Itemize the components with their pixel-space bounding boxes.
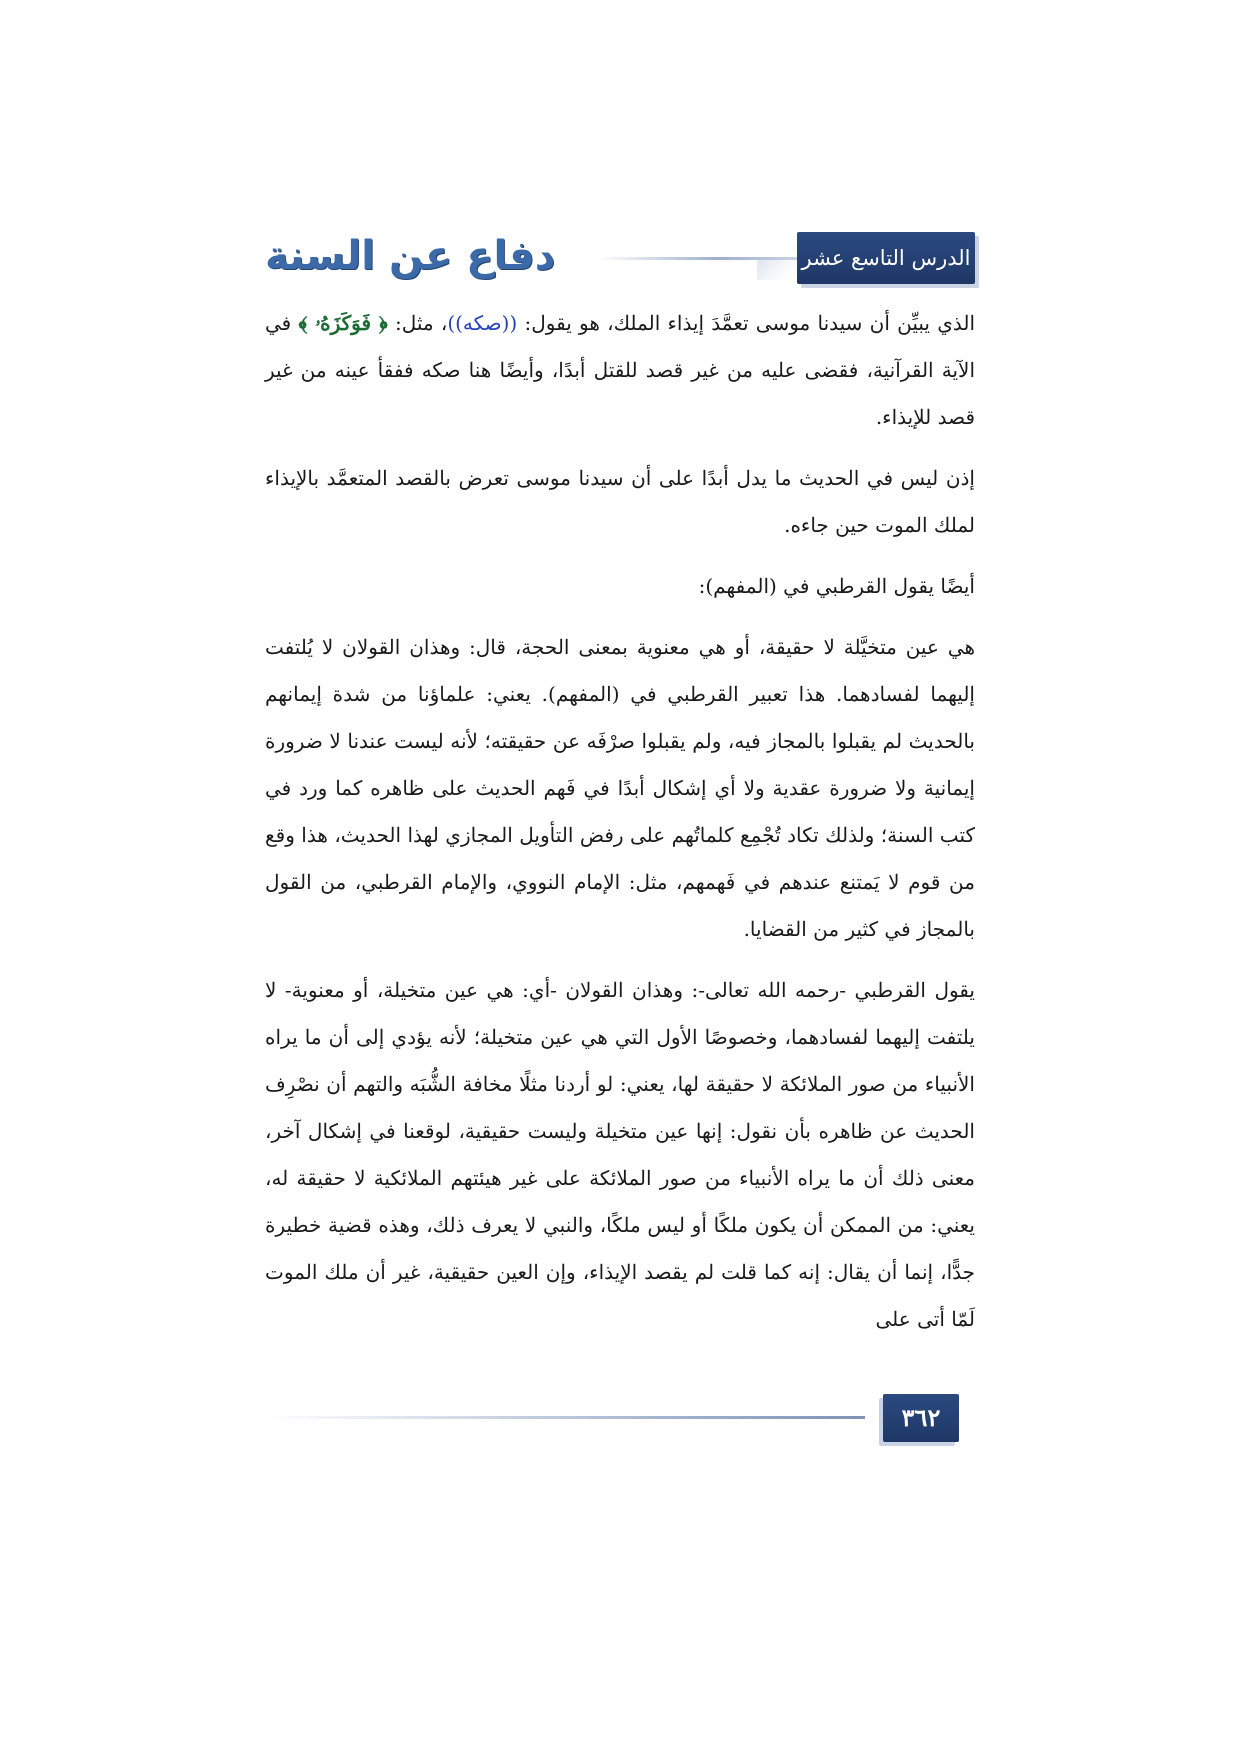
page-body [265,300,975,1357]
hadith-quote: ((صكه)) [447,311,518,335]
paragraph-3: أيضًا يقول القرطبي في (المفهم): [698,574,975,598]
paragraph-1 [265,300,975,441]
quran-quote: ﴿ فَوَكَزَهُۥ ﴾ [298,311,388,335]
paragraph-1-text-c: ، مثل: [387,311,448,335]
page-number: ٣٦٢ [883,1394,959,1442]
paragraph-5: يقول القرطبي -رحمه الله تعالى-: وهذان القولان -أي: هي عين متخيلة، أو معنوية- لا يلتفت إليهما لفسادهما، وخصوصًا الأول التي هي عين متخيلة؛ لأنه يؤدي إلى أن ما يراه الأنبياء من صور الملائكة لا حقيقة لها، يعني: لو أردنا مثلًا مخافة الشُّبَه والتهم أن نصْرِف الحديث عن ظاهره بأن نقول: إنها عين متخيلة وليست حقيقية، لوقعنا في إشكال آخر، معنى ذلك أن ما يراه الأنبياء من صور الملائكة على غير هيئتهم الملائكية لا حقيقة له، يعني: من الممكن أن يكون ملكًا أو ليس ملكًا، والنبي لا يعرف ذلك، وهذه قضية خطيرة جدًّا، إنما أن يقال: إنه كما قلت لم يقصد الإيذاء، وإن العين حقيقية، غير أن ملك الموت لَمّا أتى على [265,978,975,1331]
book-title: دفاع عن السنة [265,233,556,279]
paragraph-1-text-e: في الآية القرآنية، فقضى عليه من غير قصد للقتل أبدًا، وأيضًا هنا صكه ففقأ عينه من غير قصد للإيذاء. [265,311,975,429]
paragraph-1-text-a: الذي يبيِّن أن سيدنا موسى تعمَّدَ إيذاء الملك، هو يقول: [517,311,975,335]
page-footer [265,1394,975,1444]
footer-divider [265,1416,865,1419]
paragraph-4: هي عين متخيَّلة لا حقيقة، أو هي معنوية بمعنى الحجة، قال: وهذان القولان لا يُلتفت إليهما لفسادهما. هذا تعبير القرطبي في (المفهم). يعني: علماؤنا من شدة إيمانهم بالحديث لم يقبلوا بالمجاز فيه، ولم يقبلوا صرْفَه عن حقيقته؛ لأنه ليست عندنا لا ضرورة إيمانية ولا ضرورة عقدية ولا أي إشكال أبدًا في فَهم الحديث على ظاهره كما ورد في كتب السنة؛ ولذلك تكاد تُجْمِع كلماتُهم على رفض التأويل المجازي لهذا الحديث، هذا وقع من قوم لا يَمتنع عندهم في فَهمهم، مثل: الإمام النووي، والإمام القرطبي، من القول بالمجاز في كثير من القضايا. [265,635,975,941]
lesson-badge: الدرس التاسع عشر [797,232,975,284]
header-divider-shade [757,260,797,280]
page-header [265,232,975,286]
paragraph-2: إذن ليس في الحديث ما يدل أبدًا على أن سيدنا موسى تعرض بالقصد المتعمَّد بالإيذاء لملك الموت حين جاءه. [265,466,975,537]
